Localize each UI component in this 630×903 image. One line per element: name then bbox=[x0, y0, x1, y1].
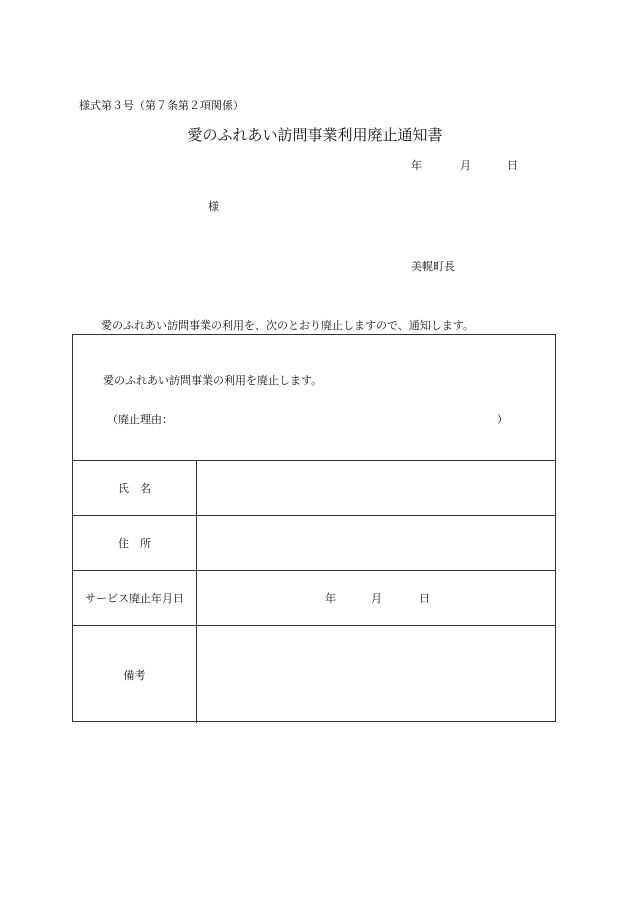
address-field[interactable] bbox=[197, 516, 555, 570]
table-row-address bbox=[73, 516, 555, 571]
form-number: 様式第３号（第７条第２項関係） bbox=[79, 99, 244, 112]
date-year-label: 年 bbox=[411, 159, 422, 172]
document-title: 愛のふれあい訪問事業利用廃止通知書 bbox=[187, 126, 443, 144]
abolition-date-day: 日 bbox=[419, 592, 430, 605]
name-label: 氏 名 bbox=[73, 461, 197, 515]
name-field[interactable] bbox=[197, 461, 555, 515]
form-table bbox=[72, 334, 556, 722]
date-day-label: 日 bbox=[507, 159, 518, 172]
table-row-abolition-date bbox=[73, 571, 555, 626]
address-label: 住 所 bbox=[73, 516, 197, 570]
table-row-name bbox=[73, 461, 555, 516]
date-month-label: 月 bbox=[460, 159, 471, 172]
remarks-field[interactable] bbox=[197, 626, 555, 723]
reason-section bbox=[73, 335, 555, 461]
abolition-date-field[interactable] bbox=[197, 571, 555, 625]
remarks-label: 備考 bbox=[73, 626, 197, 723]
abolition-date-month: 月 bbox=[371, 592, 382, 605]
addressee-suffix: 様 bbox=[208, 200, 219, 213]
abolition-date-year: 年 bbox=[325, 592, 336, 605]
reason-close-paren: ） bbox=[497, 413, 508, 426]
intro-text: 愛のふれあい訪問事業の利用を、次のとおり廃止しますので、通知します。 bbox=[101, 319, 474, 332]
abolition-date-label: サービス廃止年月日 bbox=[73, 571, 197, 625]
abolition-statement: 愛のふれあい訪問事業の利用を廃止します。 bbox=[103, 374, 323, 387]
table-row-remarks bbox=[73, 626, 555, 723]
reason-label: （廃止理由： bbox=[107, 413, 173, 426]
issuer-name: 美幌町長 bbox=[411, 260, 455, 273]
